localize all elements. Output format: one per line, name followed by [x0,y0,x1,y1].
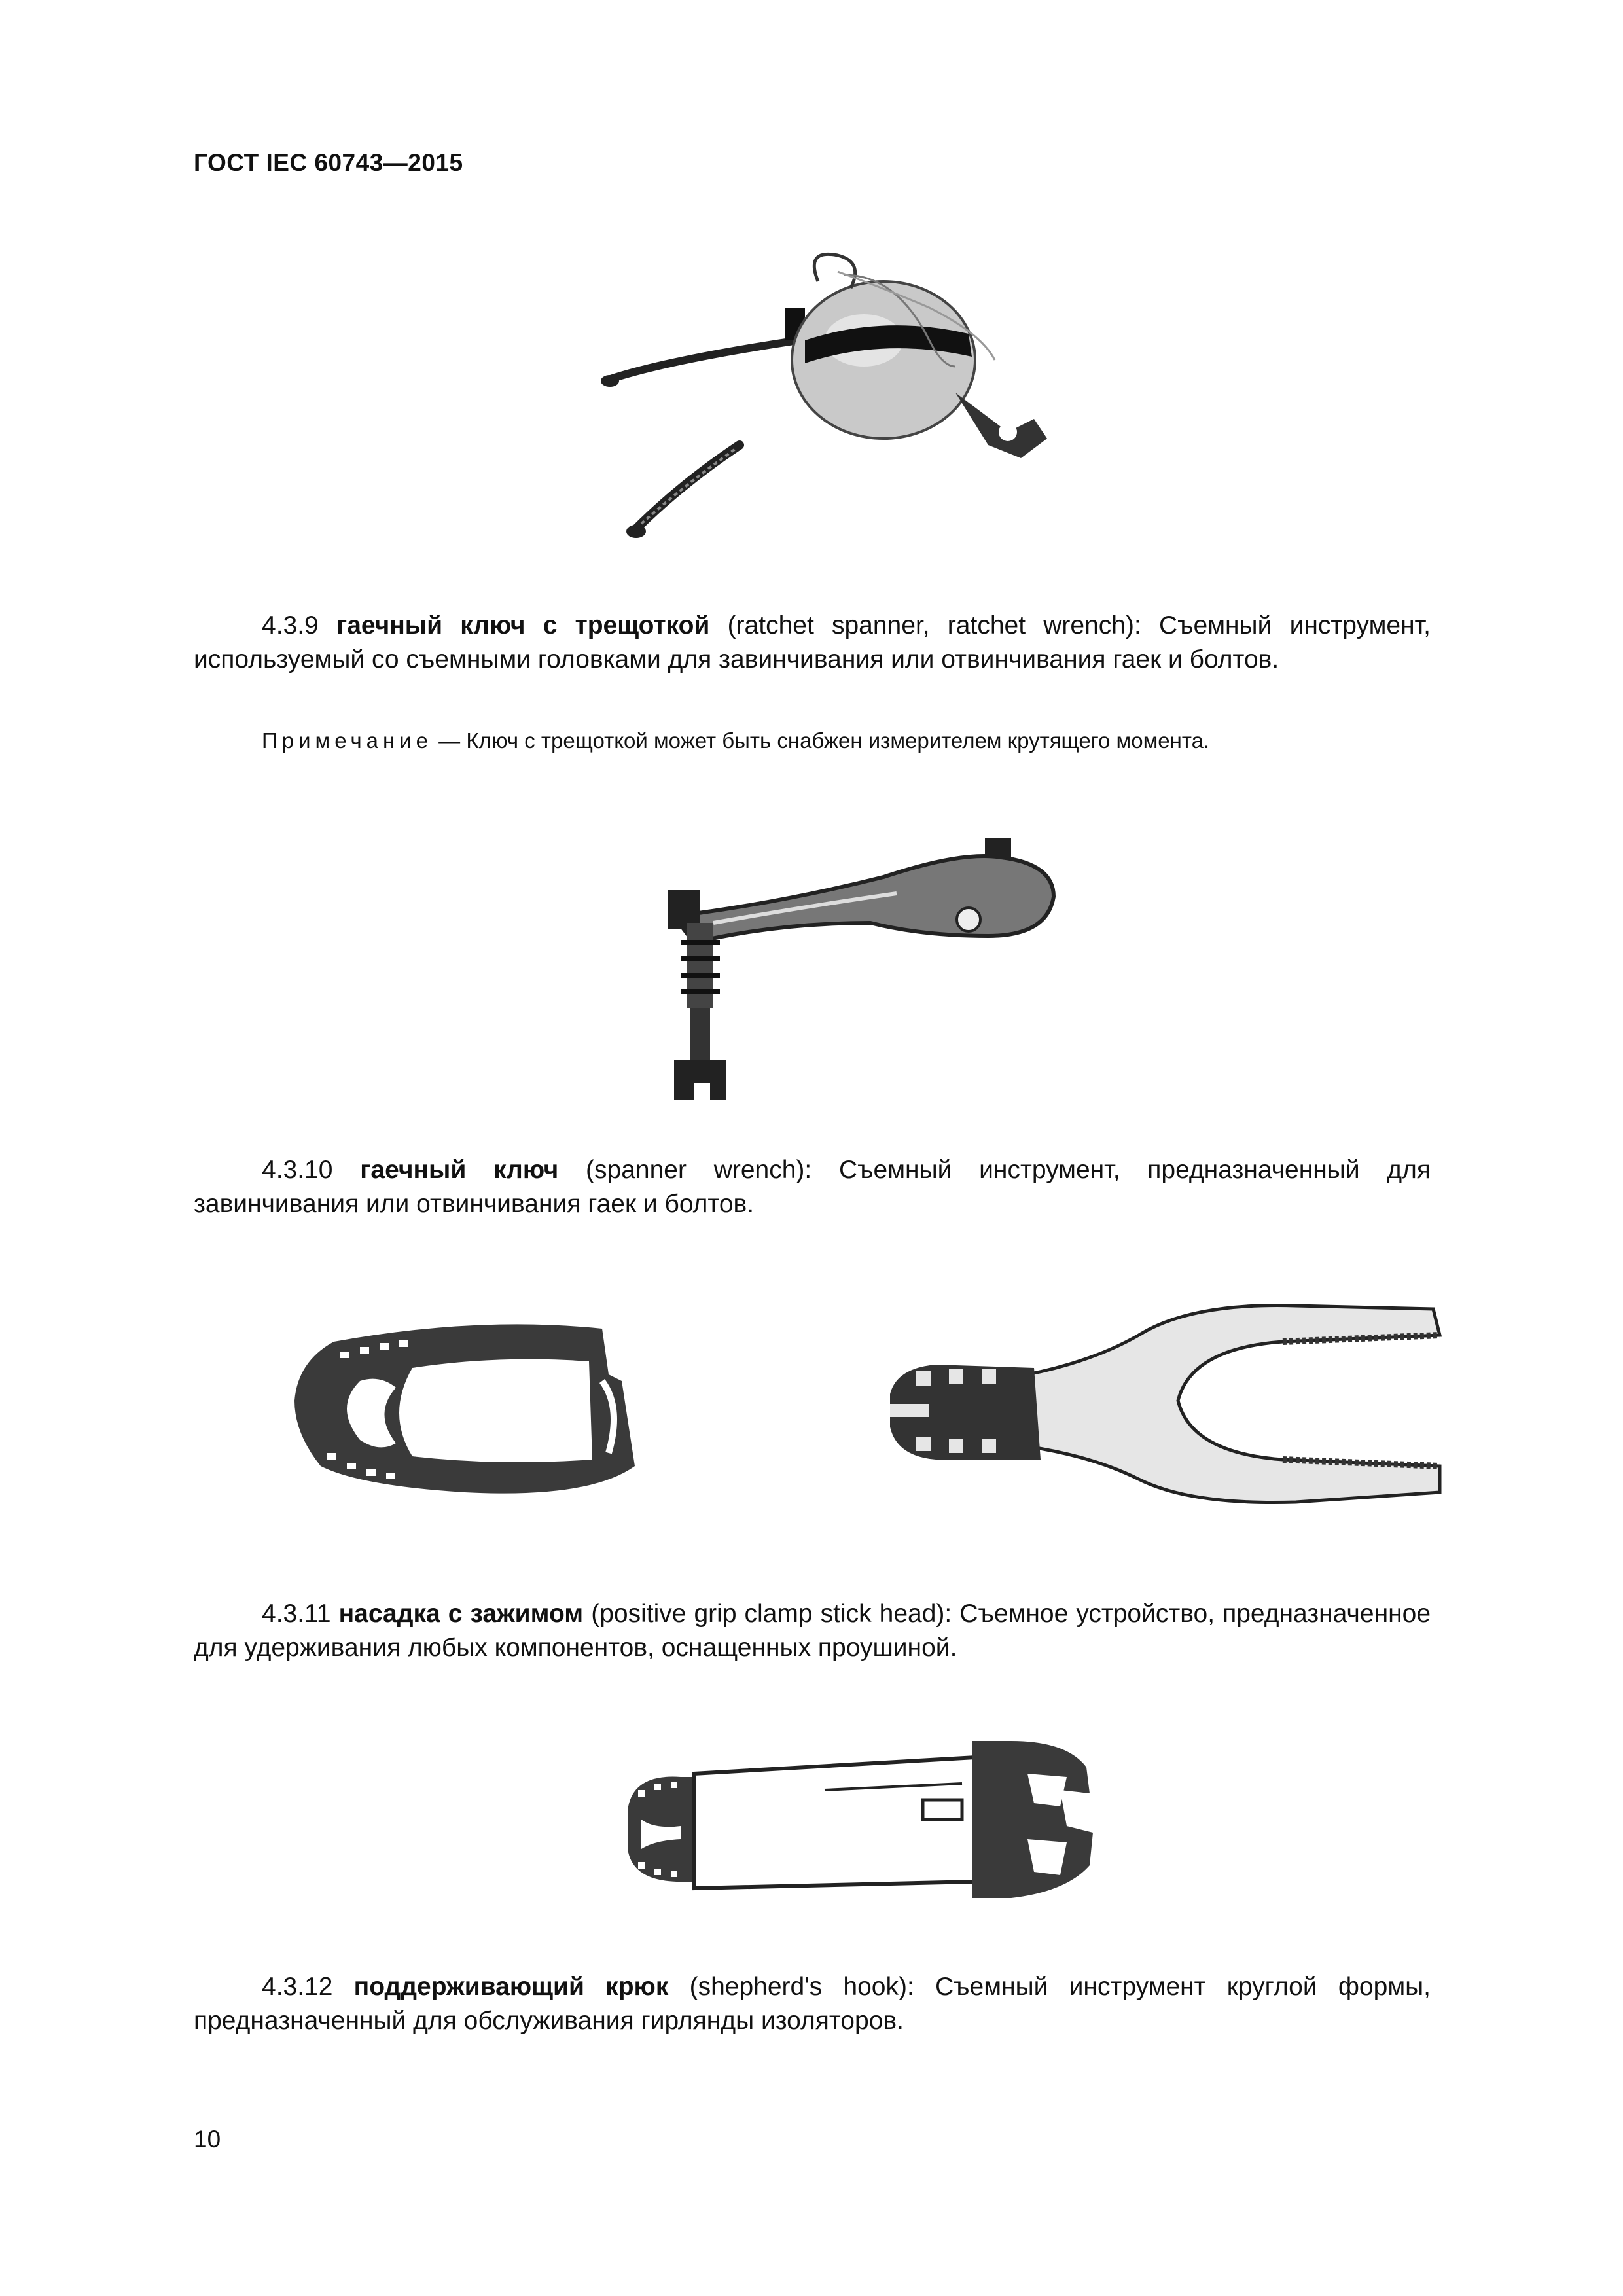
cylindrical-clamp-head-drawing [609,1728,1106,1911]
term-spanner-wrench: гаечный ключ [360,1156,559,1184]
spanner-wrench-photo [635,825,1080,1113]
term-ratchet-wrench: гаечный ключ с трещоткой [336,611,710,639]
note-label: Примечание [262,728,433,753]
page-number: 10 [194,2126,221,2153]
figure-spanner-wrench [635,825,1080,1113]
note-text: — Ключ с трещоткой может быть снабжен измерителем крутящего момента. [433,728,1210,753]
clamp-jaw-photo [877,1296,1466,1532]
ratchet-wrench-photo [589,236,1099,550]
term-clamp-head: насадка с зажимом [338,1600,584,1628]
section-4-3-12: 4.3.12 поддерживающий крюк (shepherd's hook): Съемный инструмент круглой формы, предназначенный для обслуживания гирлянды изоляторов. [194,1973,1431,2035]
figure-clamp-jaw [877,1296,1466,1532]
standard-header: ГОСТ IEC 60743—2015 [194,149,463,176]
figure-clamp-head-outline [281,1302,700,1532]
figure-cylindrical-clamp-head [609,1728,1106,1911]
note-ratchet [262,726,1433,755]
figure-ratchet-wrench [589,236,1099,550]
term-shepherds-hook: поддерживающий крюк [353,1973,669,2001]
clamp-head-outline [281,1302,700,1532]
section-4-3-11: 4.3.11 насадка с зажимом (positive grip clamp stick head): Съемное устройство, предназначенное для удерживания любых компонентов, оснащенных проушиной. [194,1600,1431,1662]
section-4-3-9: 4.3.9 гаечный ключ с трещоткой (ratchet spanner, ratchet wrench): Съемный инструмент, используемый со съемными головками для завинчивания или отвинчивания гаек и болтов. [194,611,1431,673]
section-4-3-10: 4.3.10 гаечный ключ (spanner wrench): Съемный инструмент, предназначенный для завинчивания или отвинчивания гаек и болтов. [194,1156,1431,1218]
